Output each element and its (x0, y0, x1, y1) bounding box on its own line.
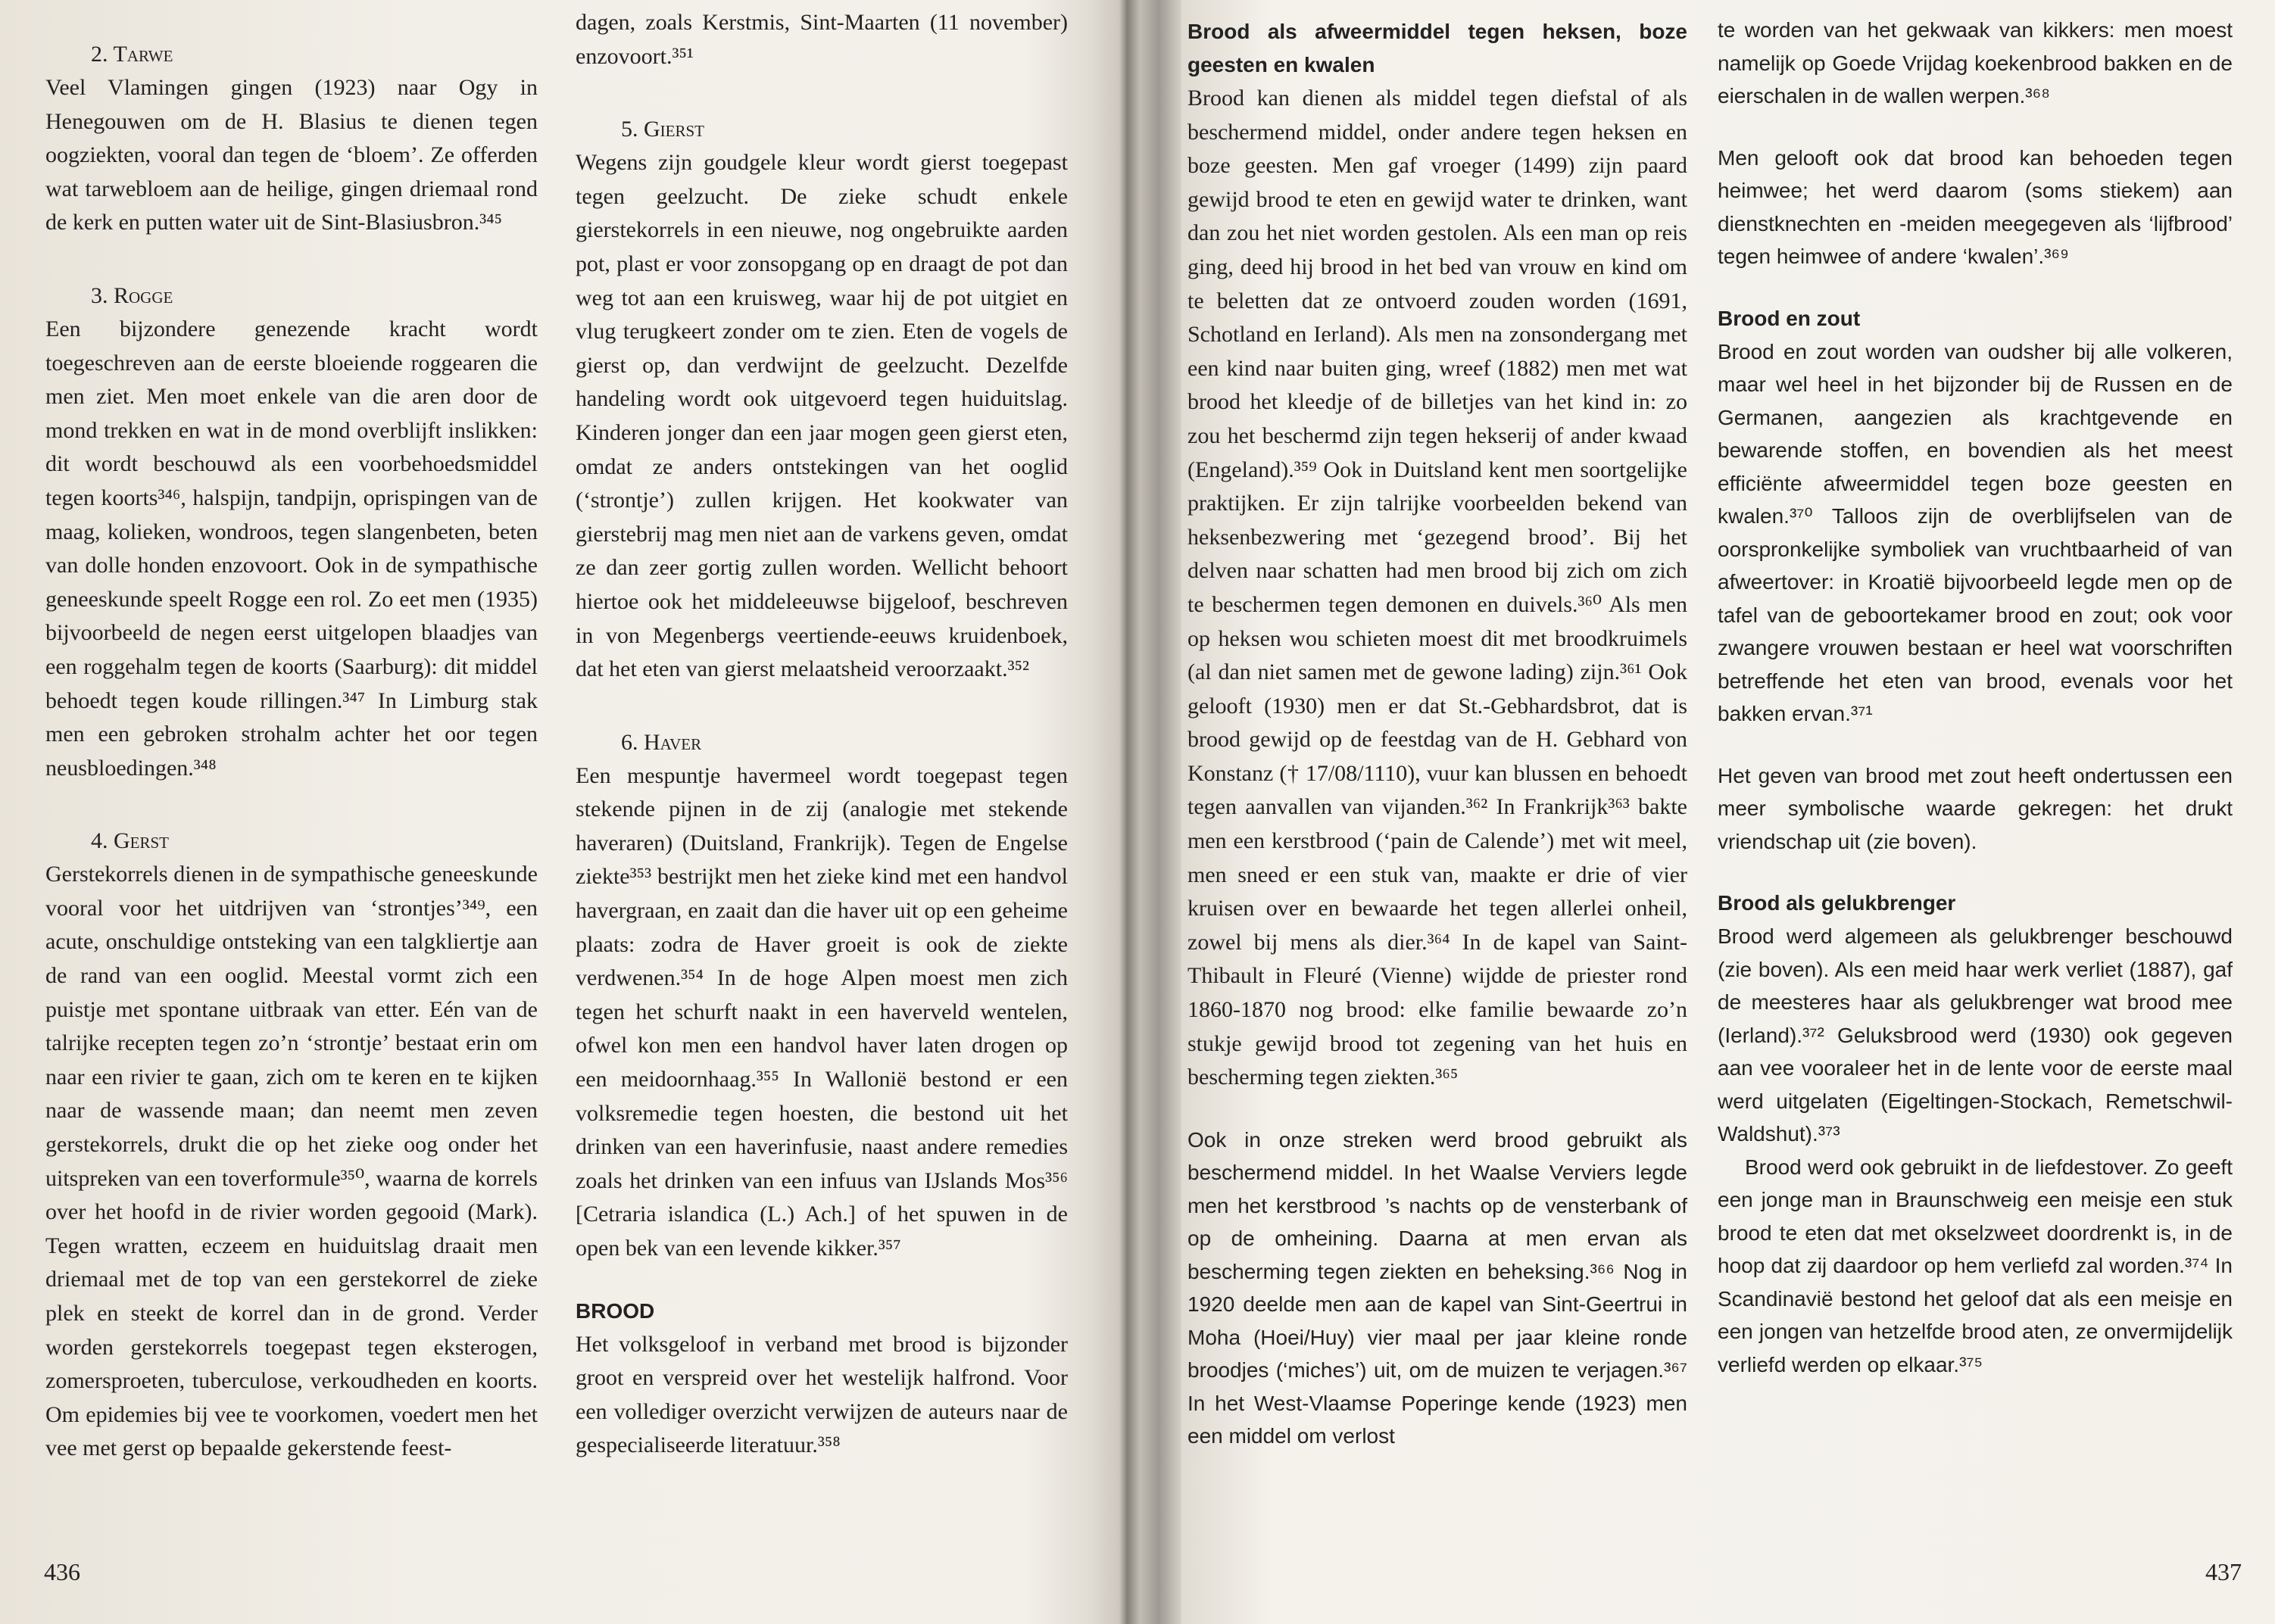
section-heading-gierst: 5. Gierst (621, 117, 704, 142)
section-heading-gerst: 4. Gerst (91, 828, 170, 854)
paragraph-heimwee: Men gelooft ook dat brood kan behoeden tegen heimwee; het werd daarom (soms stiekem) aan dienstknechten en -meiden meegegeven als ‘lijfbrood’ tegen heimwee of andere ‘kwalen’.³⁶⁹ (1718, 145, 2233, 268)
paragraph-rogge: Een bijzondere genezende kracht wordt toegeschreven aan de eerste bloeiende roggearen die men ziet. Men moet enkele van die aren door de mond trekken en wat in de mond overblijft inslikken: dit wordt beschouwd als een voorbehoedsmiddel tegen koorts³⁴⁶, halspijn, tandpijn, oprispingen van de maag, kolieken, wondroos, tegen slangenbeten, beten van dolle honden enzovoort. Ook in de sympathische geneeskunde speelt Rogge een rol. Zo eet men (1935) bijvoorbeeld de negen eerst uitgelopen blaadjes van een roggehalm tegen de koorts (Saarburg): dit middel behoedt tegen koude rillingen.³⁴⁷ In Limburg stak men een gebroken strohalm achter het oor tegen neusbloedingen.³⁴⁸ (45, 316, 538, 781)
section-heading-afweer: Brood als afweermiddel tegen heksen, boze geesten en kwalen (1187, 20, 1687, 76)
paragraph-tarwe: Veel Vlamingen gingen (1923) naar Ogy in Henegouwen om de H. Blasius te dienen tegen oogziekten, vooral dan tegen de ‘bloem’. Ze offerden wat tarwebloem aan de heilige, gingen driemaal rond de kerk en putten water uit de Sint-Blasiusbron.³⁴⁵ (45, 75, 538, 235)
paragraph-afweer: Brood kan dienen als middel tegen diefstal of als beschermend middel, onder andere tegen heksen en boze geesten. Men gaf vroeger (1499) zijn paard gewijd brood te eten en gewijd water te drinken, want dan zou het niet worden gestolen. Als een man op reis ging, deed hij brood in het bed van vrouw en kind om te beletten dat ze ontvoerd zouden worden (1691, Schotland en Ierland). Als men na zonsondergang met een kind naar buiten ging, wreef (1882) men met wat brood het kleedje of de billetjes van het kind in: zo zou het beschermd zijn tegen hekserij of ander kwaad (Engeland).³⁵⁹ Ook in Duitsland kent men soortgelijke praktijken. Er zijn talrijke voorbeelden bekend van heksenbezwering met ‘gezegend brood’. Bij het delven naar schatten had men brood bij zich om zich te beschermen tegen demonen en duivels.³⁶⁰ Als men op heksen wou schieten moest dit met broodkruimels (al dan niet samen met de gewone lading) zijn.³⁶¹ Ook gelooft (1930) men er dat St.-Gebhardsbrot, dat is brood gewijd op de feestdag van de H. Gebhard von Konstanz († 17/08/1110), vuur kan blussen en behoedt tegen aanvallen van vijanden.³⁶² In Frankrijk³⁶³ bakte men een kerstbrood (‘pain de Calende’) met wit meel, men sneed er een stuk van, maakte er drie of vier kruisen over en bewaarde het tegen allerlei onheil, zowel bij mens als dier.³⁶⁴ In de kapel van Saint-Thibault in Fleuré (Vienne) wijdde de priester rond 1860-1870 nog brood: elke familie bewaarde zo’n stukje gewijd brood tot zegening van het huis en bescherming tegen ziekten.³⁶⁵ (1187, 86, 1687, 1090)
page-number-right: 437 (2205, 1558, 2242, 1585)
right-page (1151, 0, 2275, 1624)
paragraph-kikkers: te worden van het gekwaak van kikkers: men moest namelijk op Goede Vrijdag koekenbrood bakken en de eierschalen in de wallen werpen.³⁶⁸ (1718, 18, 2233, 108)
paragraph-geluk: Brood werd algemeen als gelukbrenger beschouwd (zie boven). Als een meid haar werk verliet (1887), gaf de meesteres haar als gelukbrenger wat brood mee (Ierland).³⁷² Geluksbrood werd (1930) ook gegeven aan vee vooraleer het in de lente voor de eerste maal werd uitgelaten (Eigeltingen-Stockach, Remetschwil-Waldshut).³⁷³ (1718, 924, 2233, 1146)
paragraph-gerst: Gerstekorrels dienen in de sympathische geneeskunde vooral voor het uitdrijven van ‘strontjes’³⁴⁹, een acute, onschuldige ontsteking van een talgkliertje aan de rand van een ooglid. Meestal vormt zich een puistje met spontane uitbraak van etter. Eén van de talrijke recepten tegen zo’n ‘strontje’ bestaat erin om naar een rivier te gaan, zich om te keren en te kijken naar de wassende maan; dan neemt men zeven gerstekorrels, drukt die op het zieke oog onder het uitspreken van een toverformule³⁵⁰, waarna de korrels over het hoofd in de rivier worden gegooid (Mark). Tegen wratten, eczeem en huiduitslag draait men driemaal met de top van een gerstekorrel de zieke plek en steekt de korrel dan in de grond. Verder worden gerstekorrels toegepast tegen eksterogen, zomersproeten, tuberculose, verkoudheden en koorts. Om epidemies bij vee te voorkomen, voedert men het vee met gerst op bepaalde gekerstende feest- (45, 862, 538, 1461)
right-column-2 (1718, 14, 2233, 1381)
paragraph-zout: Brood en zout worden van oudsher bij alle volkeren, maar wel heel in het bijzonder bij de Russen en de Germanen, aangezien als krachtgevende en bewarende stoffen, en bovendien als het meest efficiënte afweermiddel tegen boze geesten en kwalen.³⁷⁰ Talloos zijn de overblijfselen van de oorspronkelijke symboliek van vruchtbaarheid of van afweertover: in Kroatië bijvoorbeeld legde men op de tafel van de geboortekamer brood en zout; ook voor zwangere vrouwen bestaan er heel wat voorschriften betreffende het eten van brood, evenals voor het bakken ervan.³⁷¹ (1718, 339, 2233, 725)
paragraph-zout-2: Het geven van brood met zout heeft ondertussen een meer symbolische waarde gekregen: het drukt vriendschap uit (zie boven). (1718, 763, 2233, 853)
left-page (0, 0, 1124, 1624)
paragraph-continuation: dagen, zoals Kerstmis, Sint-Maarten (11 november) enzovoort.³⁵¹ (576, 10, 1068, 69)
section-heading-rogge: 3. Rogge (91, 282, 173, 308)
section-heading-tarwe: 2. Tarwe (91, 42, 173, 67)
paragraph-gierst: Wegens zijn goudgele kleur wordt gierst toegepast tegen geelzucht. De zieke schudt enkele gierstekorrels in een nieuwe, nog ongebruikte aarden pot, plast er voor zonsopgang op en draagt de pot dan weg tot aan een kruisweg, waar hij de pot uitgiet en vlug terugkeert zonder om te zien. Eten de vogels de gierst op, dan verdwijnt de geelzucht. Dezelfde handeling wordt ook uitgevoerd tegen huiduitslag. Kinderen jonger dan een jaar mogen geen gierst eten, omdat ze anders ontstekingen van het ooglid (‘strontje’) zullen krijgen. Het kookwater van gierstebrij mag men niet aan de varkens geven, omdat ze dan zeer gortig zullen worden. Wellicht behoort hiertoe ook het middeleeuwse bijgeloof, beschreven in von Megenbergs veertiende-eeuws kruidenboek, dat het eten van gierst melaatsheid veroorzaakt.³⁵² (576, 150, 1068, 682)
section-heading-geluk: Brood als gelukbrenger (1718, 891, 1956, 915)
page-number-left: 436 (44, 1558, 80, 1585)
section-heading-zout: Brood en zout (1718, 306, 1861, 330)
left-column-1 (45, 38, 538, 1466)
left-column-2 (576, 6, 1068, 1463)
right-column-1 (1187, 15, 1687, 1453)
paragraph-brood: Het volksgeloof in verband met brood is bijzonder groot en verspreid over het westelijk halfrond. Voor een vollediger overzicht verwijzen de auteurs naar de gespecialiseerde literatuur.³⁵⁸ (576, 1331, 1068, 1458)
paragraph-streken: Ook in onze streken werd brood gebruikt als beschermend middel. In het Waalse Verviers legde men het kerstbrood ’s nachts op de vensterbank of op de omheining. Daarna at men ervan als bescherming tegen ziekten en beheksing.³⁶⁶ Nog in 1920 deelde men aan de kapel van Sint-Geertrui in Moha (Hoei/Huy) vier maal per jaar kleine ronde broodjes (‘miches’) uit, om de muizen te verjagen.³⁶⁷ In het West-Vlaamse Poperinge kende (1923) men een middel om verlost (1187, 1127, 1687, 1448)
paragraph-liefde: Brood werd ook gebruikt in de liefdestover. Zo geeft een jonge man in Braunschweig een meisje een stuk brood te eten dat met okselzweet doordrenkt is, in de hoop dat zij daardoor op hem verliefd zal worden.³⁷⁴ In Scandinavië bestond het geloof dat als een meisje en een jongen van hetzelfde brood aten, ze onvermijdelijk verliefd werden op elkaar.³⁷⁵ (1718, 1155, 2233, 1376)
paragraph-haver: Een mespuntje havermeel wordt toegepast tegen stekende pijnen in de zij (analogie met stekende haveraren) (Duitsland, Frankrijk). Tegen de Engelse ziekte³⁵³ bestrijkt men het zieke kind met een handvol havergraan, en zaait dan die haver uit op een geheime plaats: zodra de Haver groeit is ook de ziekte verdwenen.³⁵⁴ In de hoge Alpen moest men zich tegen het schurft naakt in een haverveld wentelen, ofwel kon men een handvol haver laten drogen op een meidoornhaag.³⁵⁵ In Wallonië bestond er een volksremedie tegen hoesten, die bestond uit het drinken van een haverinfusie, naast andere remedies zoals het drinken van een infuus van IJslands Mos³⁵⁶ [Cetraria islandica (L.) Ach.] of het spuwen in de open bek van een levende kikker.³⁵⁷ (576, 762, 1068, 1261)
section-heading-haver: 6. Haver (621, 729, 702, 755)
section-heading-brood: BROOD (576, 1298, 655, 1323)
